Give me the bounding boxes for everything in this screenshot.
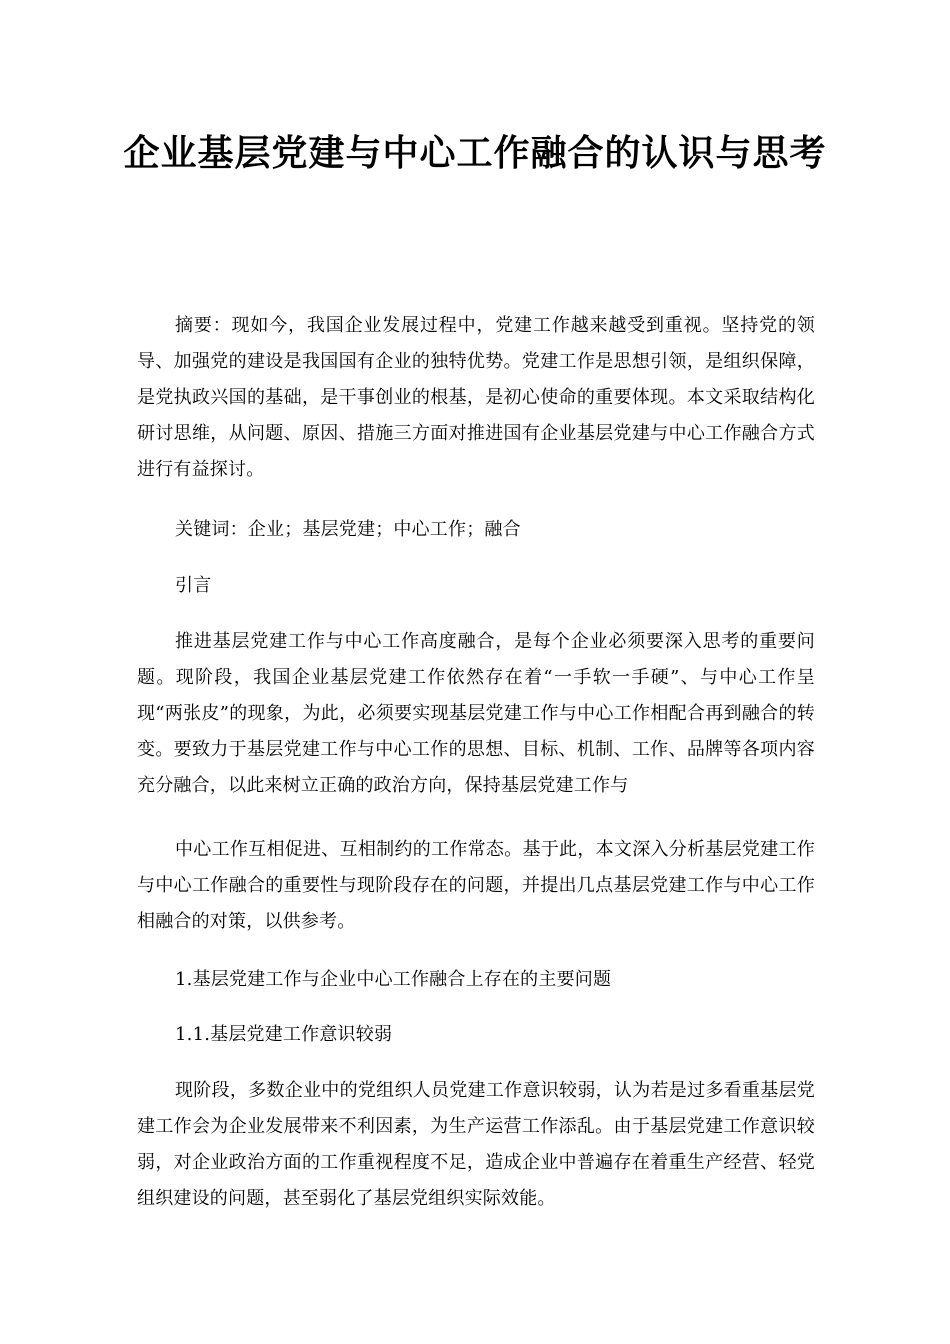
section-1-1-heading: 1.1.基层党建工作意识较弱 bbox=[175, 1024, 393, 1045]
intro-paragraph-1: 推进基层党建工作与中心工作高度融合，是每个企业必须要深入思考的重要问题。现阶段，我国企业基层党建工作依然存在着“一手软一手硬”、与中心工作呈现“两张皮”的现象，为此，必须要实现基层党建工作与中心工作相配合再到融合的转变。要致力于基层党建工作与中心工作的思想、目标、机制、工作、品牌等各项内容充分融合，以此来树立正确的政治方向，保持基层党建工作与 bbox=[137, 631, 815, 796]
abstract-paragraph: 摘要：现如今，我国企业发展过程中，党建工作越来越受到重视。坚持党的领导、加强党的建设是我国国有企业的独特优势。党建工作是思想引领，是组织保障，是党执政兴国的基础，是干事创业的根基，是初心使命的重要体现。本文采取结构化研讨思维，从问题、原因、措施三方面对推进国有企业基层党建与中心工作融合方式进行有益探讨。 bbox=[137, 315, 815, 480]
intro-paragraph-2: 中心工作互相促进、互相制约的工作常态。基于此，本文深入分析基层党建工作与中心工作融合的重要性与现阶段存在的问题，并提出几点基层党建工作与中心工作相融合的对策，以供参考。 bbox=[137, 839, 815, 932]
keywords-line: 关键词：企业；基层党建；中心工作；融合 bbox=[175, 519, 521, 540]
document-title: 企业基层党建与中心工作融合的认识与思考 bbox=[123, 133, 827, 174]
section-1-1-paragraph: 现阶段，多数企业中的党组织人员党建工作意识较弱，认为若是过多看重基层党建工作会为企业发展带来不利因素，为生产运营工作添乱。由于基层党建工作意识较弱，对企业政治方面的工作重视程度不足，造成企业中普遍存在着重生产经营、轻党组织建设的问题，甚至弱化了基层党组织实际效能。 bbox=[137, 1080, 815, 1209]
intro-heading: 引言 bbox=[175, 575, 212, 596]
section-1-heading: 1.基层党建工作与企业中心工作融合上存在的主要问题 bbox=[175, 969, 612, 990]
